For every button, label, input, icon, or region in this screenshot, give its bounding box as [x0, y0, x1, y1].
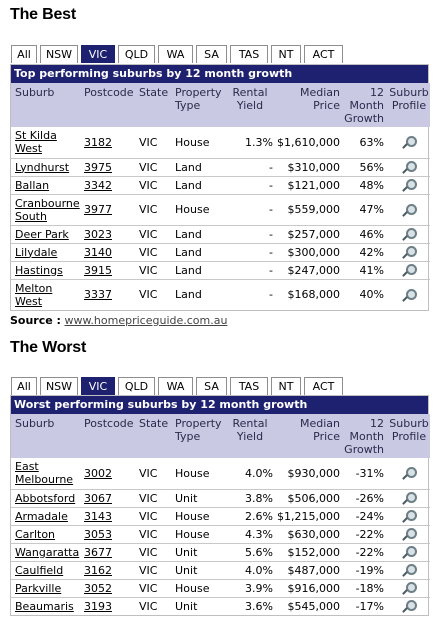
- table-row: [11, 225, 430, 243]
- state-cell: VIC: [137, 579, 173, 597]
- postcode-link[interactable]: 3023: [84, 227, 112, 241]
- state-cell: VIC: [137, 561, 173, 579]
- growth-cell: 46%: [343, 225, 388, 243]
- magnifier-icon[interactable]: [402, 203, 416, 217]
- suburb-link[interactable]: St Kilda West: [15, 129, 57, 156]
- column-header-postcode: Postcode: [81, 414, 137, 458]
- postcode-cell: [81, 279, 137, 310]
- best-state-tabs: [11, 45, 346, 64]
- rental-yield-cell: -: [227, 243, 277, 261]
- postcode-cell: [81, 561, 137, 579]
- table-row: [11, 489, 430, 507]
- growth-cell: -19%: [343, 561, 388, 579]
- table-row: [11, 579, 430, 597]
- suburb-profile-cell: [388, 579, 430, 597]
- suburb-link[interactable]: Lyndhurst: [15, 160, 70, 174]
- suburb-profile-cell: [388, 597, 430, 615]
- growth-cell: -24%: [343, 507, 388, 525]
- suburb-link[interactable]: Melton West: [15, 281, 53, 308]
- rental-yield-cell: 4.3%: [227, 525, 277, 543]
- state-cell: VIC: [137, 127, 173, 158]
- column-header-suburb: Suburb: [11, 83, 81, 127]
- tab-all[interactable]: All: [11, 377, 37, 395]
- property-type-cell: House: [173, 458, 227, 489]
- rental-yield-cell: -: [227, 261, 277, 279]
- table-row: [11, 279, 430, 310]
- rental-yield-cell: 5.6%: [227, 543, 277, 561]
- table-row: [11, 561, 430, 579]
- growth-cell: 48%: [343, 176, 388, 194]
- suburb-profile-cell: [388, 458, 430, 489]
- worst-heading: The Worst: [10, 339, 87, 356]
- postcode-cell: [81, 194, 137, 225]
- property-type-cell: House: [173, 525, 227, 543]
- suburb-link[interactable]: East Melbourne: [15, 460, 74, 487]
- postcode-cell: [81, 579, 137, 597]
- tab-vic[interactable]: VIC: [81, 45, 115, 63]
- suburb-cell: [11, 194, 81, 225]
- table-row: [11, 158, 430, 176]
- worst-suburbs-table: [11, 414, 430, 615]
- magnifier-icon[interactable]: [402, 245, 416, 259]
- growth-cell: -26%: [343, 489, 388, 507]
- suburb-cell: [11, 561, 81, 579]
- median-price-cell: $545,000: [287, 599, 340, 613]
- tab-nt[interactable]: NT: [271, 45, 301, 63]
- magnifier-icon[interactable]: [402, 263, 416, 277]
- median-price-cell: $152,000: [277, 543, 343, 561]
- median-price-cell: $300,000: [277, 243, 343, 261]
- postcode-link[interactable]: 3977: [84, 203, 112, 216]
- table-row: [11, 243, 430, 261]
- suburb-link[interactable]: Wangaratta: [15, 545, 80, 559]
- worst-table-panel: [10, 395, 429, 616]
- suburb-profile-cell: [388, 489, 430, 507]
- property-type-cell: Land: [173, 158, 227, 176]
- suburb-link[interactable]: Abbotsford: [15, 491, 76, 505]
- postcode-link[interactable]: 3052: [84, 581, 112, 595]
- magnifier-icon[interactable]: [402, 599, 416, 613]
- tab-qld[interactable]: QLD: [118, 45, 155, 63]
- magnifier-icon[interactable]: [402, 227, 416, 241]
- postcode-link[interactable]: 3182: [84, 135, 112, 149]
- property-type-cell: Land: [173, 176, 227, 194]
- property-type-cell: House: [173, 579, 227, 597]
- state-cell: VIC: [137, 543, 173, 561]
- growth-cell: 41%: [343, 261, 388, 279]
- growth-cell: -22%: [343, 525, 388, 543]
- rental-yield-cell: 1.3%: [227, 127, 277, 158]
- state-cell: VIC: [137, 458, 173, 489]
- suburb-link[interactable]: Caulfield: [15, 563, 64, 577]
- postcode-link[interactable]: 3002: [84, 466, 112, 480]
- tab-wa[interactable]: WA: [158, 377, 193, 395]
- rental-yield-cell: -: [227, 225, 277, 243]
- state-cell: VIC: [137, 158, 173, 176]
- median-price-cell: $1,610,000: [277, 127, 343, 158]
- property-type-cell: Land: [173, 243, 227, 261]
- state-cell: VIC: [137, 489, 173, 507]
- rental-yield-cell: 3.9%: [227, 579, 277, 597]
- postcode-cell: [81, 176, 137, 194]
- suburb-profile-cell: [388, 279, 430, 310]
- suburb-profile-cell: [388, 543, 430, 561]
- growth-cell: 42%: [343, 243, 388, 261]
- suburb-cell: [11, 176, 81, 194]
- suburb-link[interactable]: Armadale: [15, 509, 68, 523]
- growth-cell: 47%: [343, 194, 388, 225]
- postcode-link[interactable]: 3193: [84, 599, 112, 613]
- state-cell: VIC: [139, 599, 158, 613]
- property-type-cell: House: [173, 507, 227, 525]
- median-price-cell: $247,000: [277, 261, 343, 279]
- column-header-suburb-profile: Suburb Profile: [388, 83, 430, 127]
- property-type-cell: Land: [173, 225, 227, 243]
- magnifier-icon[interactable]: [402, 545, 416, 559]
- suburb-cell: [11, 261, 81, 279]
- median-price-cell: $930,000: [277, 458, 343, 489]
- best-table-body: [11, 127, 430, 310]
- property-type-cell: House: [173, 194, 227, 225]
- suburb-cell: [11, 127, 81, 158]
- table-row: [11, 507, 430, 525]
- suburb-cell: [11, 489, 81, 507]
- postcode-link[interactable]: 3337: [84, 288, 112, 302]
- tab-sa[interactable]: SA: [196, 45, 227, 63]
- tab-all[interactable]: All: [11, 45, 37, 63]
- column-header-postcode: Postcode: [81, 83, 137, 127]
- suburb-profile-cell: [388, 176, 430, 194]
- magnifier-icon[interactable]: [402, 178, 416, 192]
- median-price-cell: $257,000: [277, 225, 343, 243]
- suburb-cell: [11, 158, 81, 176]
- suburb-cell: [11, 279, 81, 310]
- median-price-cell: $310,000: [277, 158, 343, 176]
- property-type-cell: Land: [173, 261, 227, 279]
- best-heading: The Best: [10, 6, 76, 23]
- state-cell: VIC: [137, 525, 173, 543]
- median-price-cell: $506,000: [277, 489, 343, 507]
- tab-nsw[interactable]: NSW: [40, 377, 78, 395]
- suburb-link[interactable]: Carlton: [15, 527, 56, 541]
- state-cell: VIC: [137, 261, 173, 279]
- suburb-cell: [11, 525, 81, 543]
- postcode-cell: [81, 543, 137, 561]
- median-price-cell: $1,215,000: [277, 507, 343, 525]
- table-header-row: [11, 414, 430, 458]
- suburb-cell: [11, 458, 81, 489]
- column-header-property-type: Property Type: [173, 83, 227, 127]
- best-panel-title: Top performing suburbs by 12 month growth: [11, 65, 428, 83]
- magnifier-icon[interactable]: [402, 581, 416, 595]
- source-line: [10, 314, 227, 327]
- rental-yield-cell: -: [227, 158, 277, 176]
- worst-table-body: [11, 458, 430, 615]
- suburb-profile-cell: [388, 127, 430, 158]
- property-type-cell: Unit: [173, 489, 227, 507]
- postcode-cell: [81, 243, 137, 261]
- postcode-cell: [81, 507, 137, 525]
- magnifier-icon[interactable]: [402, 160, 416, 174]
- column-header-suburb-profile: Suburb Profile: [388, 414, 430, 458]
- suburb-link[interactable]: Deer Park: [15, 227, 69, 241]
- median-price-cell: $487,000: [277, 561, 343, 579]
- suburb-profile-cell: [388, 243, 430, 261]
- column-header-suburb: Suburb: [11, 414, 81, 458]
- growth-cell: 40%: [359, 288, 384, 302]
- table-row: [11, 127, 430, 158]
- postcode-cell: [81, 597, 137, 615]
- suburb-profile-cell: [388, 261, 430, 279]
- rental-yield-cell: 2.6%: [227, 507, 277, 525]
- column-header-property-type: Property Type: [173, 414, 227, 458]
- suburb-cell: [11, 225, 81, 243]
- rental-yield-cell: 4.0%: [227, 561, 277, 579]
- column-header-state: State: [137, 414, 173, 458]
- column-header-median-price: Median Price: [277, 83, 343, 127]
- table-row: [11, 458, 430, 489]
- property-type-cell: Unit: [173, 543, 227, 561]
- magnifier-icon[interactable]: [402, 466, 416, 480]
- source-link[interactable]: www.homepriceguide.com.au: [64, 314, 228, 327]
- magnifier-icon[interactable]: [402, 288, 416, 302]
- magnifier-icon[interactable]: [402, 491, 416, 505]
- column-header-state: State: [137, 83, 173, 127]
- state-cell: VIC: [137, 176, 173, 194]
- tab-tas[interactable]: TAS: [230, 45, 268, 63]
- column-header-growth: 12 Month Growth: [343, 83, 388, 127]
- suburb-link[interactable]: Ballan: [15, 178, 50, 192]
- suburb-profile-cell: [388, 525, 430, 543]
- table-row: [11, 261, 430, 279]
- suburb-cell: [11, 597, 81, 615]
- magnifier-icon[interactable]: [402, 509, 416, 523]
- tab-sa[interactable]: SA: [196, 377, 227, 395]
- postcode-link[interactable]: 3140: [84, 245, 112, 259]
- suburb-link[interactable]: Cranbourne South: [15, 196, 80, 223]
- postcode-link[interactable]: 3162: [84, 563, 112, 577]
- median-price-cell: $916,000: [277, 579, 343, 597]
- rental-yield-cell: -: [227, 194, 277, 225]
- source-label: Source :: [10, 314, 61, 327]
- tab-act[interactable]: ACT: [304, 45, 343, 63]
- column-header-growth: 12 Month Growth: [343, 414, 388, 458]
- table-row: [11, 543, 430, 561]
- postcode-link[interactable]: 3067: [84, 491, 112, 505]
- magnifier-icon[interactable]: [402, 563, 416, 577]
- postcode-link[interactable]: 3677: [84, 545, 112, 559]
- magnifier-icon[interactable]: [402, 135, 416, 149]
- column-header-rental-yield: Rental Yield: [227, 83, 277, 127]
- suburb-profile-cell: [388, 225, 430, 243]
- postcode-cell: [81, 261, 137, 279]
- property-type-cell: House: [173, 127, 227, 158]
- tab-nsw[interactable]: NSW: [40, 45, 78, 63]
- table-row: [11, 597, 430, 615]
- suburb-profile-cell: [388, 194, 430, 225]
- best-suburbs-table: [11, 83, 430, 310]
- table-header-row: [11, 83, 430, 127]
- tab-qld[interactable]: QLD: [118, 377, 155, 395]
- suburb-profile-cell: [388, 507, 430, 525]
- postcode-link[interactable]: 3975: [84, 160, 112, 174]
- postcode-link[interactable]: 3143: [84, 509, 112, 523]
- state-cell: VIC: [137, 243, 173, 261]
- table-row: [11, 194, 430, 225]
- rental-yield-cell: 3.6%: [245, 599, 273, 613]
- tab-vic[interactable]: VIC: [81, 377, 115, 395]
- suburb-link[interactable]: Parkville: [15, 581, 62, 595]
- tab-act[interactable]: ACT: [304, 377, 343, 395]
- worst-state-tabs: [11, 377, 346, 396]
- suburb-link[interactable]: Lilydale: [15, 245, 58, 259]
- suburb-cell: [11, 507, 81, 525]
- postcode-link[interactable]: 3053: [84, 527, 112, 541]
- rental-yield-cell: 4.0%: [227, 458, 277, 489]
- postcode-cell: [81, 225, 137, 243]
- worst-panel-title: Worst performing suburbs by 12 month growth: [11, 396, 428, 414]
- table-row: [11, 176, 430, 194]
- suburb-profile-cell: [388, 561, 430, 579]
- postcode-link[interactable]: 3915: [84, 263, 112, 277]
- property-type-cell: Land: [175, 288, 202, 302]
- median-price-cell: $121,000: [277, 176, 343, 194]
- rental-yield-cell: -: [269, 288, 273, 302]
- column-header-median-price: Median Price: [277, 414, 343, 458]
- median-price-cell: $630,000: [277, 525, 343, 543]
- suburb-profile-cell: [388, 158, 430, 176]
- magnifier-icon[interactable]: [402, 527, 416, 541]
- state-cell: VIC: [137, 194, 173, 225]
- tab-tas[interactable]: TAS: [230, 377, 268, 395]
- state-cell: VIC: [139, 288, 158, 302]
- suburb-cell: [11, 579, 81, 597]
- growth-cell: 63%: [343, 127, 388, 158]
- rental-yield-cell: -: [227, 176, 277, 194]
- suburb-cell: [11, 543, 81, 561]
- state-cell: VIC: [137, 507, 173, 525]
- growth-cell: 56%: [343, 158, 388, 176]
- tab-nt[interactable]: NT: [271, 377, 301, 395]
- property-type-cell: Unit: [175, 599, 198, 613]
- rental-yield-cell: 3.8%: [227, 489, 277, 507]
- column-header-rental-yield: Rental Yield: [227, 414, 277, 458]
- median-price-cell: $559,000: [277, 194, 343, 225]
- postcode-cell: [81, 525, 137, 543]
- property-type-cell: Unit: [173, 561, 227, 579]
- postcode-link[interactable]: 3342: [84, 178, 112, 192]
- suburb-cell: [11, 243, 81, 261]
- median-price-cell: $168,000: [287, 288, 340, 302]
- table-row: [11, 525, 430, 543]
- best-table-panel: [10, 64, 429, 311]
- postcode-cell: [81, 158, 137, 176]
- growth-cell: -17%: [355, 599, 384, 613]
- growth-cell: -31%: [343, 458, 388, 489]
- growth-cell: -22%: [343, 543, 388, 561]
- suburb-link[interactable]: Beaumaris: [15, 599, 74, 613]
- state-cell: VIC: [137, 225, 173, 243]
- suburb-link[interactable]: Hastings: [15, 263, 63, 277]
- postcode-cell: [81, 489, 137, 507]
- postcode-cell: [81, 458, 137, 489]
- postcode-cell: [81, 127, 137, 158]
- growth-cell: -18%: [343, 579, 388, 597]
- tab-wa[interactable]: WA: [158, 45, 193, 63]
